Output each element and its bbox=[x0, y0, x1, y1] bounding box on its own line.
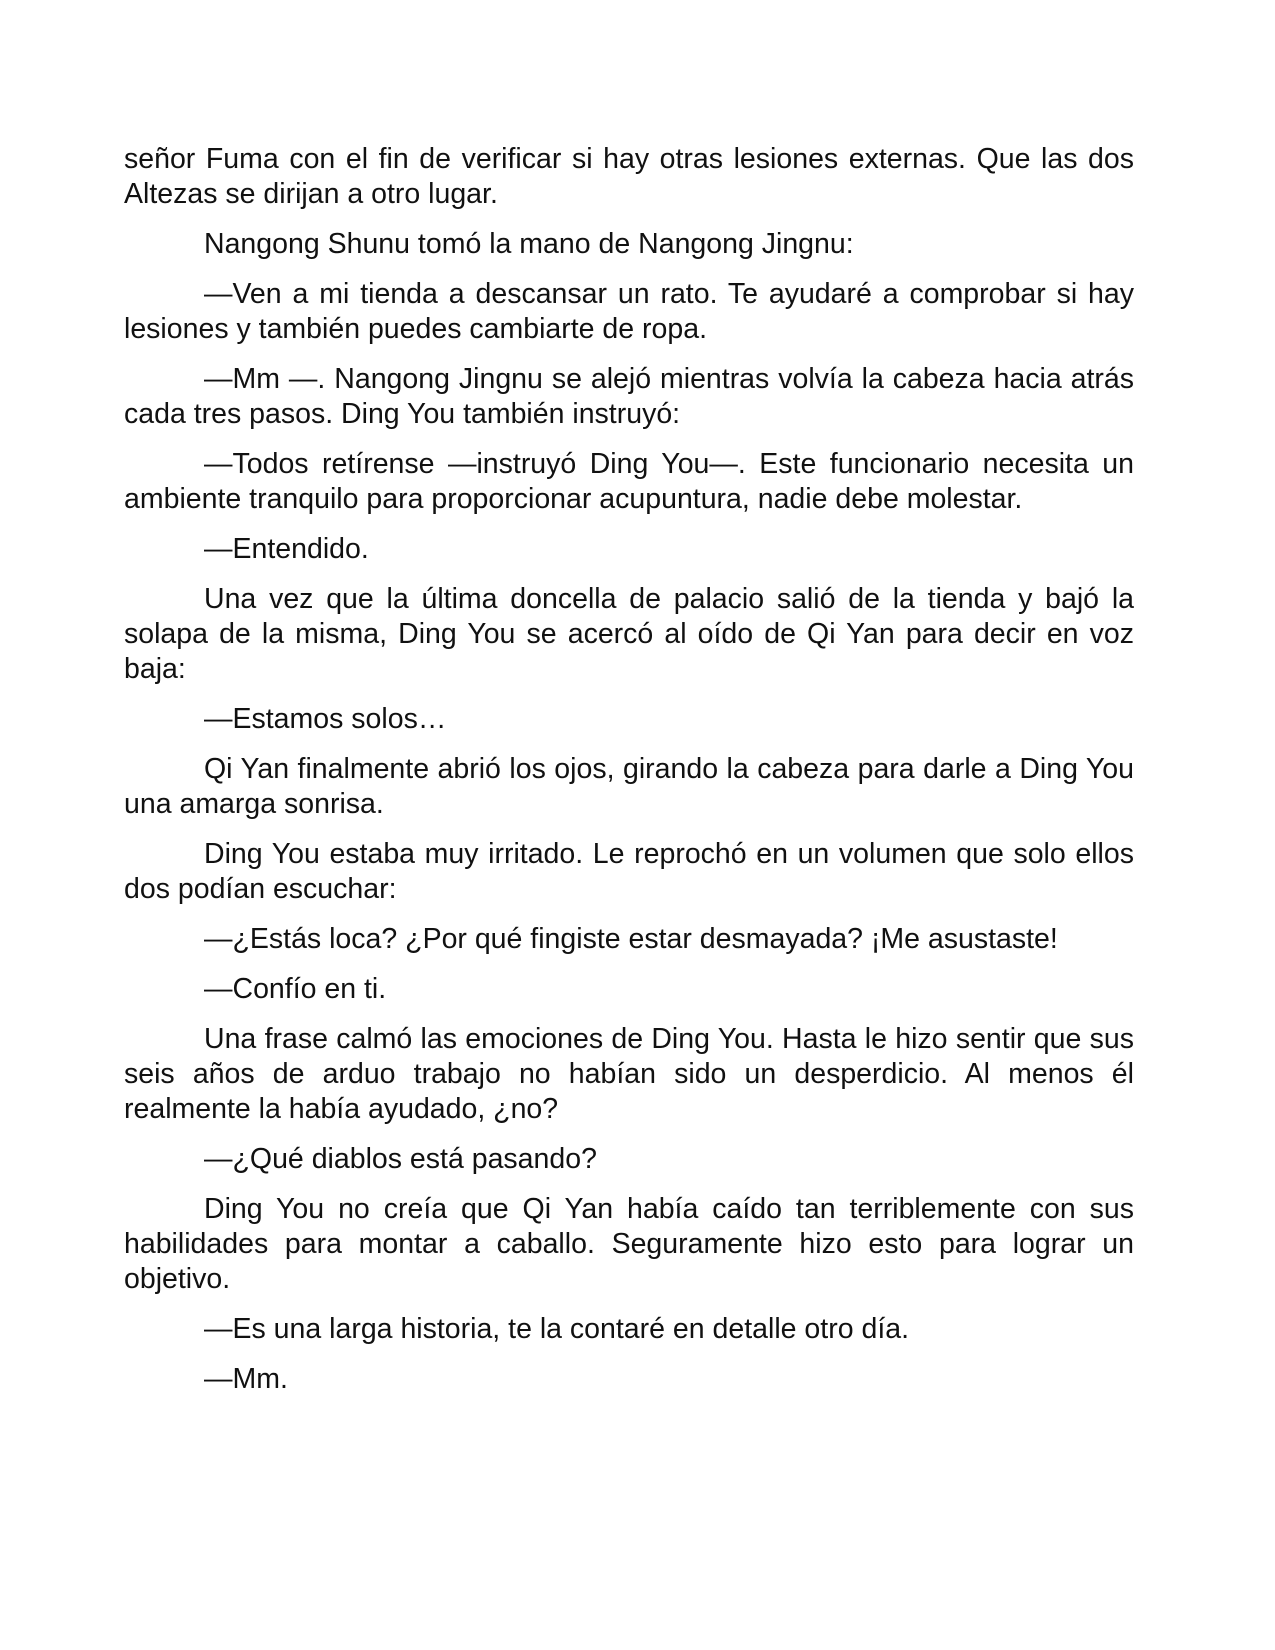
dialogue-paragraph: —Entendido. bbox=[204, 533, 369, 565]
dialogue-paragraph: —Mm. bbox=[204, 1363, 288, 1395]
document-page bbox=[124, 142, 1134, 1412]
dialogue-paragraph: —Confío en ti. bbox=[204, 973, 387, 1005]
paragraph: Nangong Shunu tomó la mano de Nangong Jingnu: bbox=[204, 228, 854, 260]
paragraph: Una vez que la última doncella de palacio salió de la tienda y bajó la solapa de la misma, Ding You se acercó al oído de Qi Yan para decir en voz baja: bbox=[124, 583, 1134, 685]
paragraph-continuation: señor Fuma con el fin de verificar si hay otras lesiones externas. Que las dos Altezas se dirijan a otro lugar. bbox=[124, 143, 1134, 210]
dialogue-paragraph: —¿Estás loca? ¿Por qué fingiste estar desmayada? ¡Me asustaste! bbox=[204, 923, 1058, 955]
dialogue-paragraph: —Es una larga historia, te la contaré en detalle otro día. bbox=[204, 1313, 909, 1345]
paragraph: Ding You estaba muy irritado. Le reprochó en un volumen que solo ellos dos podían escuchar: bbox=[124, 838, 1134, 905]
dialogue-paragraph: —Mm —. Nangong Jingnu se alejó mientras volvía la cabeza hacia atrás cada tres pasos. Ding You también instruyó: bbox=[124, 363, 1134, 430]
dialogue-paragraph: —Todos retírense —instruyó Ding You—. Este funcionario necesita un ambiente tranquilo para proporcionar acupuntura, nadie debe molestar. bbox=[124, 448, 1134, 515]
paragraph: Qi Yan finalmente abrió los ojos, girando la cabeza para darle a Ding You una amarga sonrisa. bbox=[124, 753, 1134, 820]
dialogue-paragraph: —Estamos solos… bbox=[204, 703, 447, 735]
dialogue-paragraph: —Ven a mi tienda a descansar un rato. Te ayudaré a comprobar si hay lesiones y también puedes cambiarte de ropa. bbox=[124, 278, 1134, 345]
dialogue-paragraph: —¿Qué diablos está pasando? bbox=[204, 1143, 597, 1175]
paragraph: Ding You no creía que Qi Yan había caído tan terriblemente con sus habilidades para montar a caballo. Seguramente hizo esto para lograr un objetivo. bbox=[124, 1193, 1134, 1295]
paragraph: Una frase calmó las emociones de Ding You. Hasta le hizo sentir que sus seis años de arduo trabajo no habían sido un desperdicio. Al menos él realmente la había ayudado, ¿no? bbox=[124, 1023, 1134, 1125]
